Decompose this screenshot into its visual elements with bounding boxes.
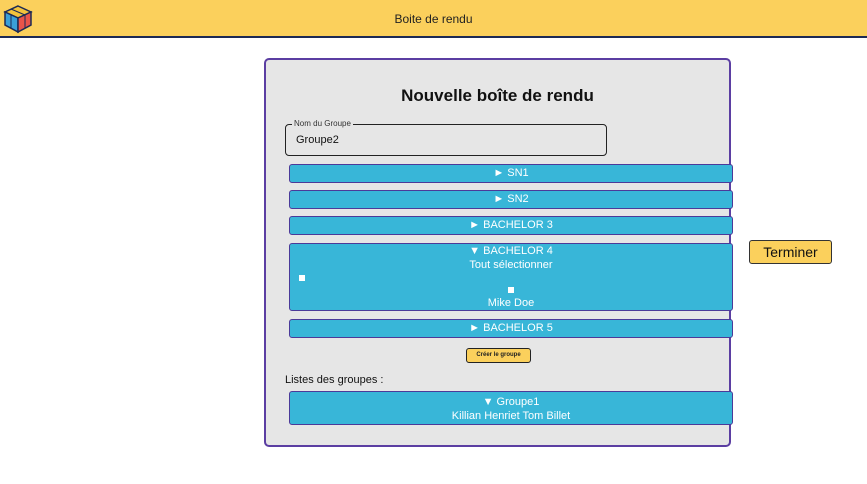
category-bachelor-5[interactable]: ► BACHELOR 5	[289, 319, 733, 338]
category-bachelor-3[interactable]: ► BACHELOR 3	[289, 216, 733, 235]
group-name-label: Nom du Groupe	[294, 119, 351, 128]
panel-title: Nouvelle boîte de rendu	[401, 86, 594, 105]
group-name-value[interactable]: Groupe2	[296, 134, 339, 146]
category-bachelor-4-label[interactable]: ▼ BACHELOR 4	[469, 245, 553, 257]
group-title[interactable]: ▼ Groupe1	[482, 396, 540, 408]
finish-button[interactable]: Terminer	[749, 240, 832, 264]
group-members: Killian Henriet Tom Billet	[451, 410, 571, 422]
top-bar	[0, 0, 867, 38]
create-group-button[interactable]: Créer le groupe	[466, 348, 531, 363]
select-all-label: Tout sélectionner	[469, 259, 553, 271]
select-all-checkbox[interactable]	[299, 275, 305, 281]
category-sn1[interactable]: ► SN1	[289, 164, 733, 183]
app-title: Boite de rendu	[394, 12, 473, 26]
groups-list-label: Listes des groupes :	[285, 374, 384, 386]
group-name-field[interactable]	[285, 119, 607, 156]
category-sn2[interactable]: ► SN2	[289, 190, 733, 209]
student-checkbox[interactable]	[508, 287, 514, 293]
student-name: Mike Doe	[487, 297, 535, 309]
group-card-groupe1[interactable]	[289, 391, 733, 425]
category-bachelor-4[interactable]	[289, 243, 733, 311]
new-box-panel	[264, 58, 731, 447]
